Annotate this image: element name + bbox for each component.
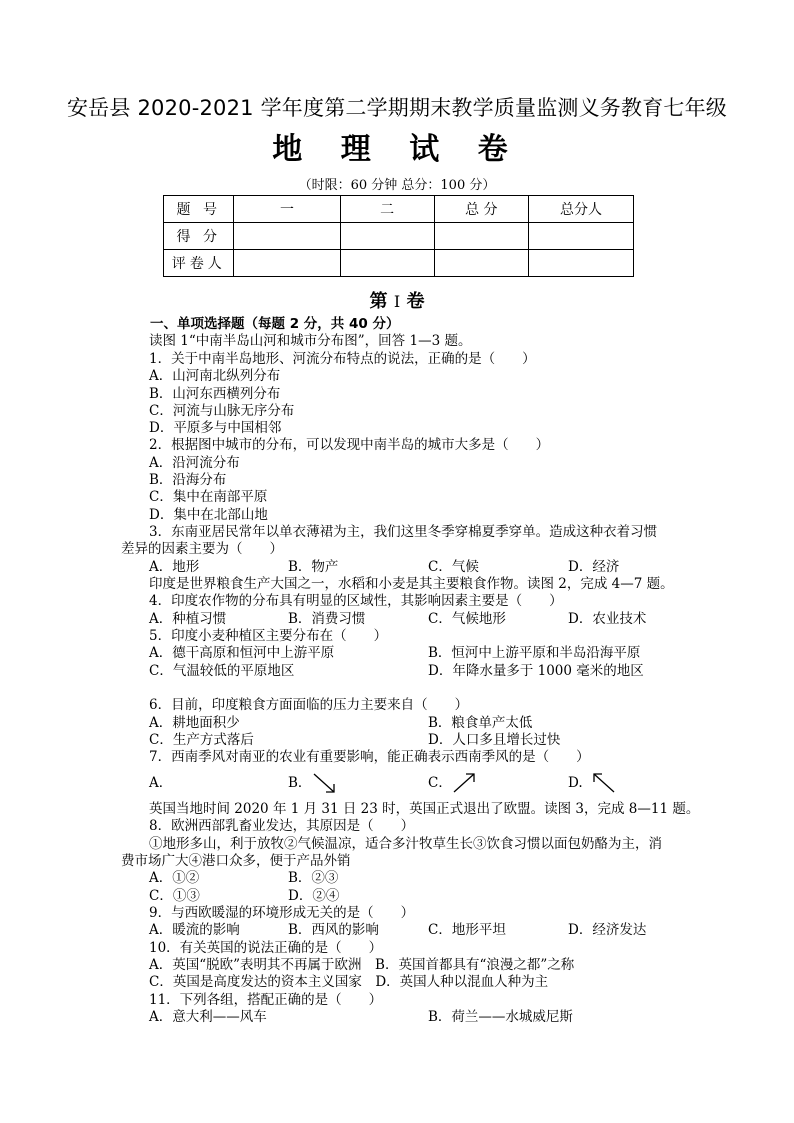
option: D．经济发达 <box>568 922 647 938</box>
option: B．物产 <box>288 559 339 575</box>
question-stem: 差异的因素主要为（ ） <box>121 541 283 557</box>
option: D．年降水量多于 1000 毫米的地区 <box>428 663 644 679</box>
option: B．②③ <box>288 870 339 886</box>
question-stem: 1．关于中南半岛地形、河流分布特点的说法，正确的是（ ） <box>149 351 536 367</box>
option: A．地形 <box>149 559 200 575</box>
question-stem: 9．与西欧暖湿的环境形成无关的是（ ） <box>149 905 415 921</box>
option: A．暖流的影响 <box>149 922 240 938</box>
question-stem: 3．东南亚居民常年以单衣薄裙为主，我们这里冬季穿棉夏季穿单。造成这种衣着习惯 <box>149 524 658 540</box>
option: C．生产方式落后 <box>149 732 254 748</box>
question-stem: 7．西南季风对南亚的农业有重要影响，能正确表示西南季风的是（ ） <box>149 749 590 765</box>
option: A．意大利——风车 <box>149 1009 267 1025</box>
question-detail: ①地形多山，利于放牧②气候温凉，适合多汁牧草生长③饮食习惯以面包奶酪为主，消 <box>149 836 662 852</box>
score-cell: 二 <box>340 196 434 223</box>
option: C．英国是高度发达的资本主义国家 D．英国人种以混血人种为主 <box>149 974 549 990</box>
option: C．河流与山脉无序分布 <box>149 403 295 419</box>
option: A．耕地面积少 <box>149 715 240 731</box>
score-cell <box>234 250 340 277</box>
section-title: 第 <box>369 291 388 312</box>
option: B． <box>288 775 312 791</box>
intro-text: 英国当地时间 2020 年 1 月 31 日 23 时，英国正式退出了欧盟。读图 3，完成 8—11 题。 <box>149 801 700 817</box>
option: B．西风的影响 <box>288 922 379 938</box>
option: B．恒河中上游平原和半岛沿海平原 <box>428 645 641 661</box>
score-cell <box>528 250 633 277</box>
option: A． <box>149 775 173 791</box>
arrow-northwest-icon <box>588 770 618 796</box>
option: C．气候地形 <box>428 611 506 627</box>
intro-text: 印度是世界粮食生产大国之一，水稻和小麦是其主要粮食作物。读图 2，完成 4—7 题。 <box>149 576 674 592</box>
option: C． <box>428 775 452 791</box>
score-cell <box>340 223 434 250</box>
score-table-row <box>164 223 634 250</box>
intro-text: 读图 1“中南半岛山河和城市分布图”，回答 1—3 题。 <box>149 333 472 349</box>
question-detail: 费市场广大④港口众多，便于产品外销 <box>121 853 351 869</box>
option: A．德干高原和恒河中上游平原 <box>149 645 335 661</box>
option: C．①③ <box>149 888 200 904</box>
score-cell <box>434 250 528 277</box>
option: C．集中在南部平原 <box>149 489 268 505</box>
option: B．粮食单产太低 <box>428 715 533 731</box>
part-heading: 一、单项选择题（每题 2 分，共 40 分） <box>150 316 400 332</box>
option: A．种植习惯 <box>149 611 227 627</box>
score-table <box>163 195 634 277</box>
question-stem: 8．欧洲西部乳畜业发达，其原因是（ ） <box>149 818 415 834</box>
arrow-northeast-icon <box>450 770 480 796</box>
subject-title: 地 理 试 卷 <box>272 132 522 167</box>
option: D．②④ <box>288 888 340 904</box>
option: B．沿海分布 <box>149 472 227 488</box>
question-stem: 4．印度农作物的分布具有明显的区域性，其影响因素主要是（ ） <box>149 593 563 609</box>
score-cell: 总 分 <box>434 196 528 223</box>
question-stem: 6．目前，印度粮食方面面临的压力主要来自（ ） <box>149 697 469 713</box>
question-stem: 5．印度小麦种植区主要分布在（ ） <box>149 628 388 644</box>
exam-title: 安岳县 2020-2021 学年度第二学期期末教学质量监测义务教育七年级 <box>66 96 727 120</box>
score-cell: 评卷人 <box>164 250 234 277</box>
score-cell: 总分人 <box>528 196 633 223</box>
option: A．山河南北纵列分布 <box>149 368 281 384</box>
section-heading <box>0 287 794 313</box>
score-cell: 得 分 <box>164 223 234 250</box>
option: D．经济 <box>568 559 620 575</box>
option: C．气候 <box>428 559 479 575</box>
option: B．消费习惯 <box>288 611 366 627</box>
option: A．英国“脱欧”表明其不再属于欧洲 B．英国首都具有“浪漫之都”之称 <box>149 957 575 973</box>
score-cell <box>234 223 340 250</box>
option: C．气温较低的平原地区 <box>149 663 295 679</box>
option: D．平原多与中国相邻 <box>149 420 282 436</box>
score-cell: 题 号 <box>164 196 234 223</box>
score-cell <box>434 223 528 250</box>
question-stem: 2．根据图中城市的分布，可以发现中南半岛的城市大多是（ ） <box>149 437 550 453</box>
arrow-southeast-icon <box>310 770 340 796</box>
option: D．人口多且增长过快 <box>428 732 561 748</box>
question-stem: 11．下列各组，搭配正确的是（ ） <box>149 992 383 1008</box>
score-cell <box>528 223 633 250</box>
option: D．集中在北部山地 <box>149 507 268 523</box>
score-cell <box>340 250 434 277</box>
option: A．沿河流分布 <box>149 455 240 471</box>
section-tail: 卷 <box>406 291 425 312</box>
option: D. <box>568 775 583 791</box>
option: D．农业技术 <box>568 611 647 627</box>
score-table-row <box>164 196 634 223</box>
option: B．荷兰——水城威尼斯 <box>428 1009 573 1025</box>
option: C．地形平坦 <box>428 922 506 938</box>
score-cell: 一 <box>234 196 340 223</box>
score-table-row <box>164 250 634 277</box>
option: B．山河东西横列分布 <box>149 386 281 402</box>
section-roman: I <box>393 292 401 311</box>
question-stem: 10．有关英国的说法正确的是（ ） <box>149 940 383 956</box>
time-info: （时限：60 分钟 总分：100 分） <box>298 178 496 193</box>
option: A．①② <box>149 870 200 886</box>
